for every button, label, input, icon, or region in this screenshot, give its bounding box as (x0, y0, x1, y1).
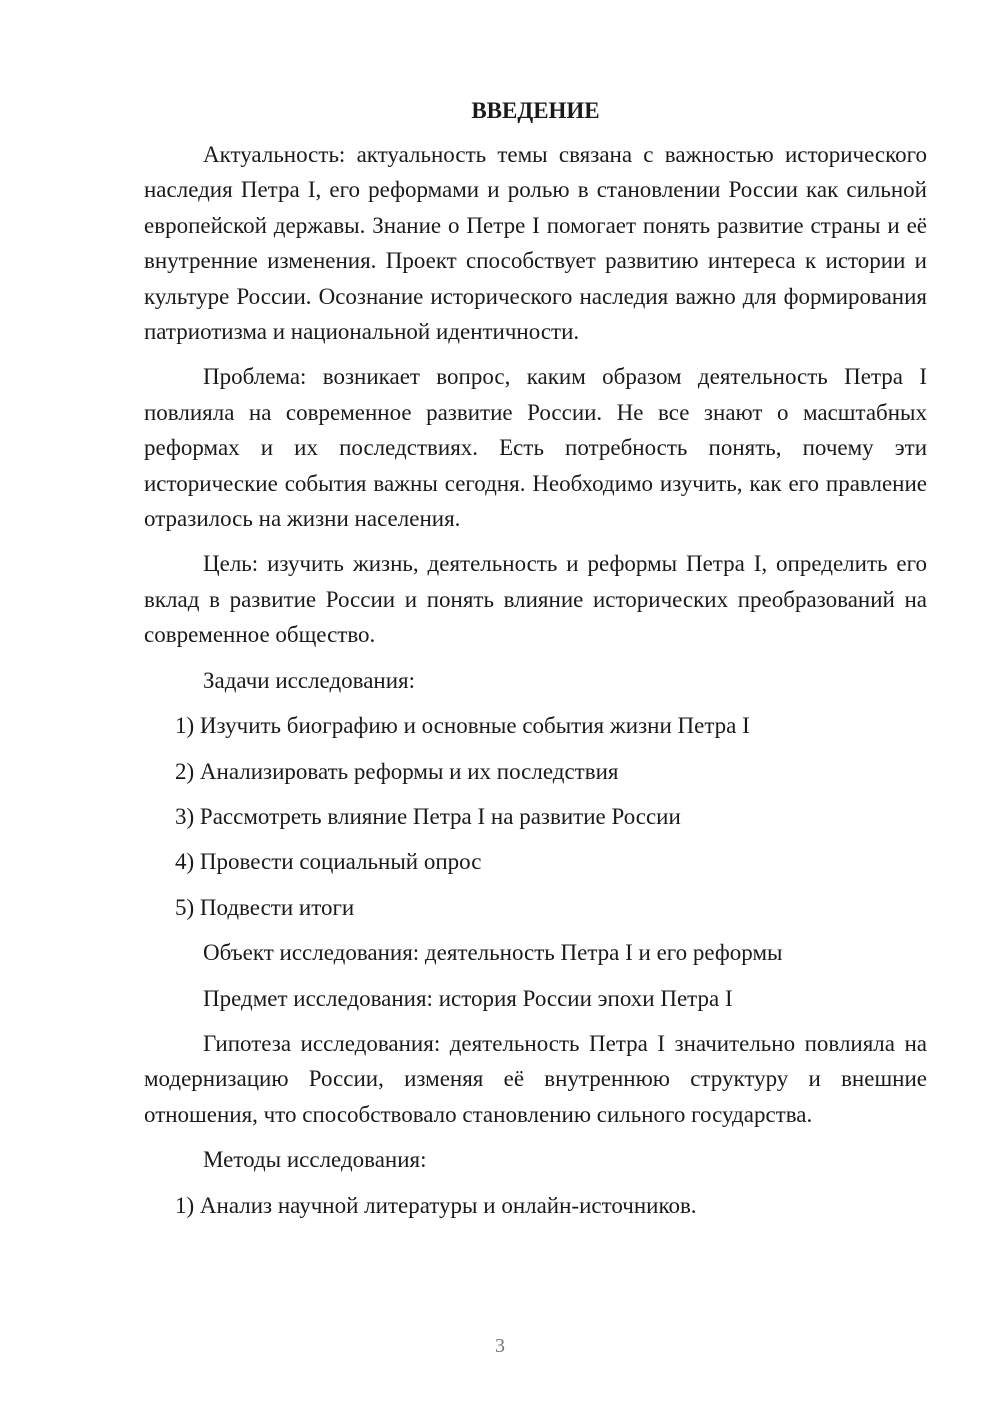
method-item: 1) Анализ научной литературы и онлайн-источников. (175, 1192, 697, 1218)
relevance-paragraph: Актуальность: актуальность темы связана с важностью исторического наследия Петра I, его реформами и ролью в становлении России как сильной европейской державы. Знание о Петре I помогает понять развитие страны и её внутренние изменения. Проект способствует развитию интереса к истории и культуре России. Осознание исторического наследия важно для формирования патриотизма и национальной идентичности. (144, 142, 927, 345)
research-object: Объект исследования: деятельность Петра I и его реформы (203, 940, 783, 966)
task-item: 2) Анализировать реформы и их последствия (175, 758, 619, 784)
problem-paragraph: Проблема: возникает вопрос, каким образом деятельность Петра I повлияла на современное развитие России. Не все знают о масштабных реформах и их последствиях. Есть потребность понять, почему эти исторические события важны сегодня. Необходимо изучить, как его правление отразилось на жизни населения. (144, 364, 927, 532)
task-item: 5) Подвести итоги (175, 894, 355, 920)
tasks-list (144, 708, 927, 925)
page-content (144, 95, 927, 1233)
research-subject: Предмет исследования: история России эпохи Петра I (203, 985, 733, 1011)
hypothesis-paragraph: Гипотеза исследования: деятельность Петра I значительно повлияла на модернизацию России, изменяя её внутреннюю структуру и внешние отношения, что способствовало становлению сильного государства. (144, 1030, 927, 1127)
section-heading: ВВЕДЕНИЕ (471, 98, 600, 123)
goal-paragraph: Цель: изучить жизнь, деятельность и реформы Петра I, определить его вклад в развитие России и понять влияние исторических преобразований на современное общество. (144, 551, 927, 648)
task-item: 1) Изучить биографию и основные события жизни Петра I (175, 713, 750, 739)
methods-title: Методы исследования: (203, 1147, 427, 1173)
task-item: 3) Рассмотреть влияние Петра I на развитие России (175, 803, 681, 829)
methods-list (144, 1188, 927, 1223)
page-number: 3 (495, 1335, 505, 1357)
task-item: 4) Провести социальный опрос (175, 849, 482, 875)
tasks-title: Задачи исследования: (203, 667, 416, 693)
